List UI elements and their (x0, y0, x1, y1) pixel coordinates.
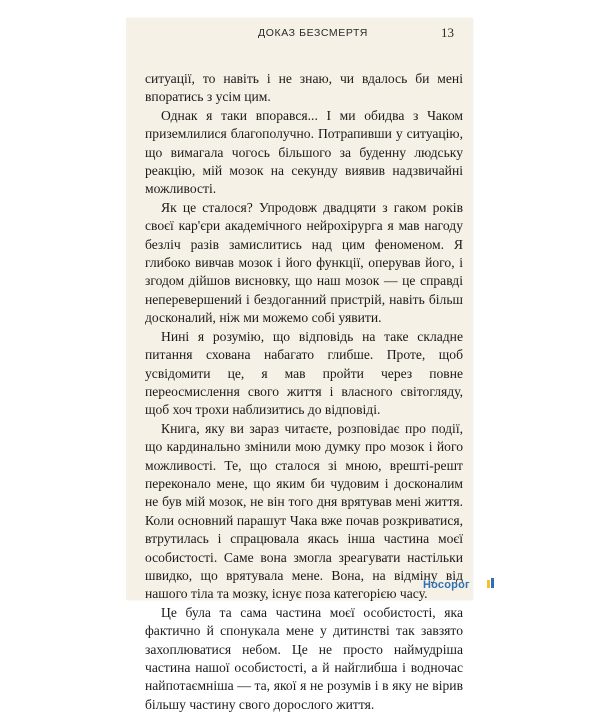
paragraph-1: ситуації, то навіть і не знаю, чи вдалось би мені впоратись з усім цим. (145, 71, 463, 105)
paragraph-5: Книга, яку ви зараз читаєте, розповідає про події, що кардинально змінили мою думку про мозок і його можливості. Те, що сталося зі мною, врешті-решт переконало мене, що яким би чудовим і досконалим не був мій мозок, не він того дня врятував мені життя. Коли основний парашут Чака вже почав розкриватися, втрутилась і спрацювала якась інша частина моєї особистості. Саме вона змогла зреагувати настільки швидко, що врятувала мене. Вона, на відміну від нашого тіла та мозку, існує поза категорією часу. (145, 420, 463, 602)
paragraph-6: Це була та сама частина моєї особистості, яка фактично й спонукала мене у дитинстві так завзято захоплюватися небом. Це не просто наймудріша частина нашої особистості, а й найглибша і водночас найпотаємніша — та, якої я не розумів і в яку не вірив більшу частину свого дорослого життя. (145, 604, 463, 712)
paragraph-3: Як це сталося? Упродовж двадцяти з гаком років своєї кар'єри академічного нейрохірурга я мав нагоду безліч разів замислитись над цим феноменом. Я глибоко вивчав мозок і його функції, оперував його, і згодом дійшов висновку, що наш мозок — це справді неперевершений і бездоганний пристрій, навіть більш досконалий, ніж ми можемо собі уявити. (145, 199, 463, 326)
body-text (145, 70, 463, 714)
paragraph-4: Нині я розумію, що відповідь на таке складне питання схована набагато глибше. Проте, щоб усвідомити це, я мав пройти через повне переосмислення свого життя і власного світогляду, щоб хоч трохи наблизитись до відповіді. (145, 328, 463, 418)
page-number: 13 (441, 25, 454, 40)
running-title: ДОКАЗ БЕЗСМЕРТЯ (258, 27, 368, 39)
paragraph-2: Однак я таки впорався... І ми обидва з Чаком приземлилися благополучно. Потрапивши у ситуацію, що вимагала чогось більшого за буденну людську реакцію, мій мозок на секунду виявив надзвичайні можливості. (145, 107, 463, 197)
watermark-logo: Носорог (423, 579, 470, 591)
rhino-logo-icon (486, 578, 496, 590)
